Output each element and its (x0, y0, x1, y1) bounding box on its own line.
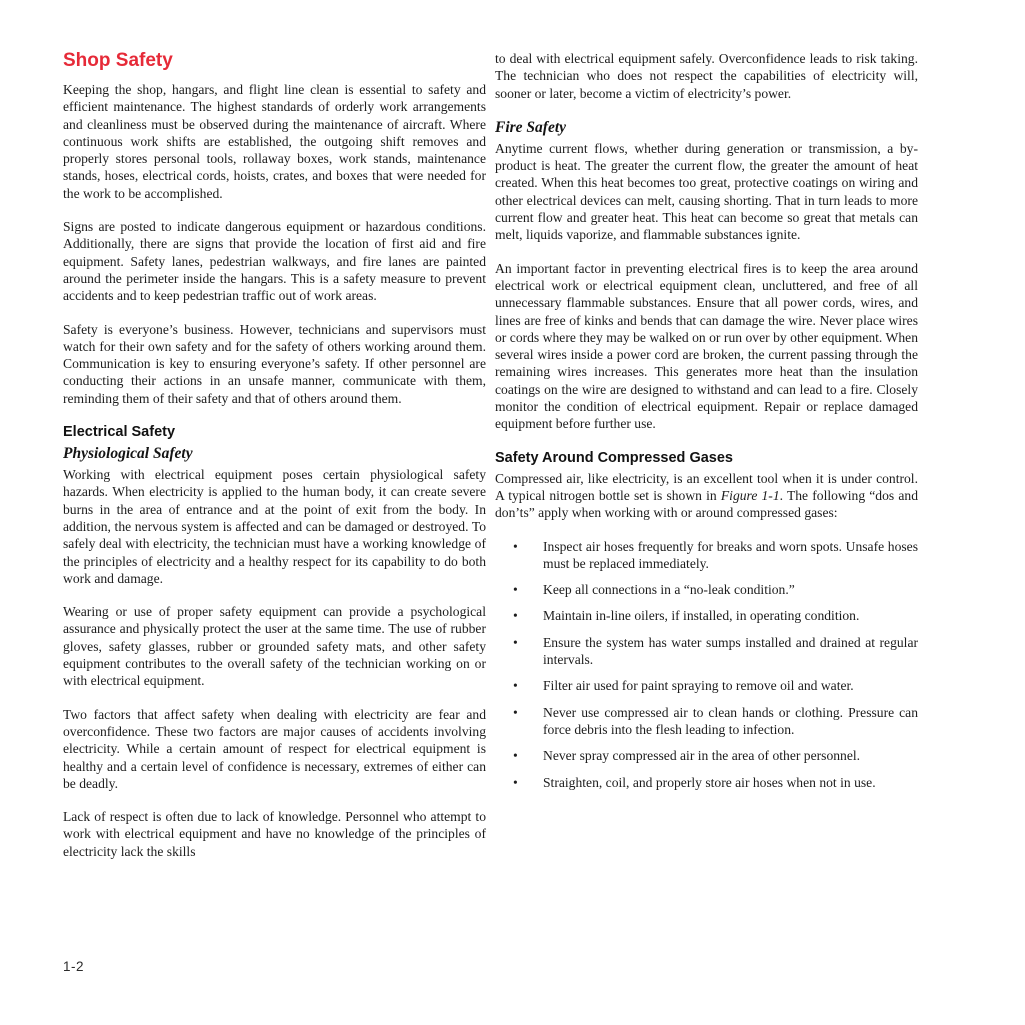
bullet-marker: • (513, 774, 518, 790)
compressed-gases-bullet-list (495, 538, 918, 791)
section-heading-electrical-safety: Electrical Safety (63, 424, 176, 441)
list-item-text: Straighten, coil, and properly store air hoses when not in use. (543, 774, 876, 790)
list-item (495, 774, 918, 791)
page-number: 1-2 (63, 959, 85, 974)
bullet-marker: • (513, 634, 518, 650)
bullet-marker: • (513, 704, 518, 720)
paragraph-physiological-3: Two factors that affect safety when dealing with electricity are fear and overconfidence. These two factors are major causes of accidents involving electricity. While a certain amount of respect for electrical equipment is healthy and a certain level of confidence is necessary, extremes of either can be deadly. (63, 706, 486, 791)
bullet-marker: • (513, 608, 518, 624)
list-item (495, 607, 918, 624)
paragraph-fire-safety-2: An important factor in preventing electrical fires is to keep the area around electrical work or electrical equipment clean, uncluttered, and free of all unnecessary flammable substances. Ensure that all power cords, wires, and lines are free of kinks and bends that can damage the wire. Never place wires or cords where they may be walked on or run over by other equipment. When several wires inside a power cord are broken, the current passing through the remaining wires increases. This generates more heat than the insulation coatings on the wire are designed to withstand and can lead to a fire. Closely monitor the condition of electrical equipment. Repair or replace damaged equipment before further use. (495, 260, 918, 432)
section-heading-compressed-gases: Safety Around Compressed Gases (495, 449, 733, 466)
paragraph-physiological-2: Wearing or use of proper safety equipment can provide a psychological assurance and physically protect the user at the same time. The use of rubber gloves, safety glasses, rubber or grounded safety mats, and other safety equipment contributes to the overall safety of the technician working on or with electrical equipment. (63, 604, 486, 689)
paragraph-continuation: to deal with electrical equipment safely. Overconfidence leads to risk taking. The technician who does not respect the capabilities of electricity will, sooner or later, become a victim of electricity’s power. (495, 51, 918, 101)
paragraph-fire-safety-1: Anytime current flows, whether during generation or transmission, a by-product is heat. The greater the current flow, the greater the amount of heat created. When this heat becomes too great, protective coatings on wiring and other electrical devices can melt, causing shorting. That in turn leads to more current flow and greater heat. This heat can become so great that metals can melt, liquids vaporize, and flammable substances ignite. (495, 140, 918, 243)
right-column (495, 50, 918, 860)
list-item-text: Never use compressed air to clean hands or clothing. Pressure can force debris into the flesh leading to infection. (543, 704, 918, 737)
list-item (495, 677, 918, 694)
list-item (495, 581, 918, 598)
bullet-marker: • (513, 538, 518, 554)
two-column-content (63, 50, 919, 860)
section-heading-shop-safety: Shop Safety (63, 50, 173, 71)
list-item (495, 538, 918, 573)
paragraph-physiological-4: Lack of respect is often due to lack of knowledge. Personnel who attempt to work with electrical equipment and have no knowledge of the principles of electricity lack the skills (63, 809, 486, 859)
paragraph-shop-safety-1: Keeping the shop, hangars, and flight line clean is essential to safety and efficient maintenance. The highest standards of orderly work arrangements and cleanliness must be observed during the maintenance of aircraft. Where continuous work shifts are established, the outgoing shift removes and properly stores personal tools, rollaway boxes, work stands, maintenance stands, hoses, electrical cords, hoists, crates, and boxes that were needed for the work to be accomplished. (63, 82, 486, 201)
list-item-text: Never spray compressed air in the area of other personnel. (543, 748, 861, 764)
bullet-marker: • (513, 582, 518, 598)
list-item-text: Inspect air hoses frequently for breaks and worn spots. Unsafe hoses must be replaced immediately. (543, 538, 918, 571)
paragraph-compressed-gases-intro (495, 470, 918, 522)
left-column (63, 50, 486, 860)
list-item-text: Keep all connections in a “no-leak condition.” (543, 582, 795, 598)
list-item-text: Ensure the system has water sumps installed and drained at regular intervals. (543, 634, 918, 668)
intro-text-post: . The following “dos and don’ts” apply when working with or around compressed gases: (495, 487, 918, 521)
paragraph-shop-safety-3: Safety is everyone’s business. However, technicians and supervisors must watch for their own safety and for the safety of others working around them. Communication is key to ensuring everyone’s safety. If other personnel are conducting their actions in an unsafe manner, communicate with them, reminding them of their safety and that of others around them. (63, 321, 486, 406)
bullet-marker: • (513, 678, 518, 694)
list-item (495, 747, 918, 764)
list-item-text: Filter air used for paint spraying to remove oil and water. (543, 678, 854, 694)
list-item-text: Maintain in-line oilers, if installed, in operating condition. (543, 608, 860, 624)
figure-reference: Figure 1-1 (720, 487, 780, 503)
paragraph-physiological-1: Working with electrical equipment poses certain physiological safety hazards. When electricity is applied to the human body, it can create severe burns in the area of entrance and at the point of exit from the body. In addition, the nervous system is affected and can be damaged or destroyed. To safely deal with electricity, the technician must have a working knowledge of the principles of electricity and a healthy respect for its capability to do both work and damage. (63, 467, 486, 586)
list-item (495, 704, 918, 739)
subheading-physiological-safety: Physiological Safety (63, 445, 193, 463)
bullet-marker: • (513, 748, 518, 764)
paragraph-shop-safety-2: Signs are posted to indicate dangerous equipment or hazardous conditions. Additionally, there are signs that provide the location of first aid and fire equipment. Safety lanes, pedestrian walkways, and fire lanes are painted around the perimeter inside the hangars. This is a safety measure to prevent accidents and to keep pedestrian traffic out of work areas. (63, 219, 486, 304)
subheading-fire-safety: Fire Safety (495, 118, 567, 136)
intro-text-pre: Compressed air, like electricity, is an excellent tool when it is under control. A typical nitrogen bottle set is shown in (495, 470, 918, 503)
list-item (495, 634, 918, 669)
